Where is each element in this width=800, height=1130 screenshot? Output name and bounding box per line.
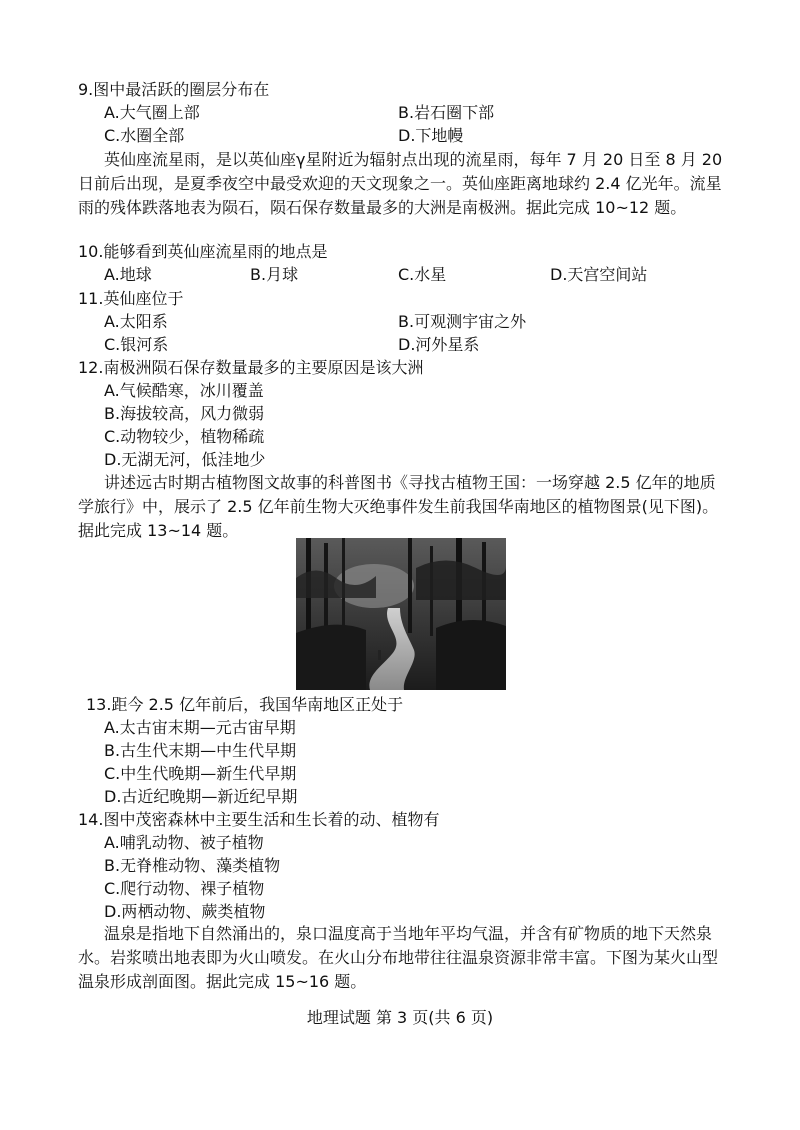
q12-option-d: D.无湖无河，低洼地少 xyxy=(104,450,266,469)
q9-option-c: C.水圈全部 xyxy=(104,126,185,145)
q14-option-a: A.哺乳动物、被子植物 xyxy=(104,833,264,852)
q14-option-d: D.两栖动物、蕨类植物 xyxy=(104,902,266,921)
q14-option-c: C.爬行动物、裸子植物 xyxy=(104,879,265,898)
q11-stem: 11.英仙座位于 xyxy=(78,289,184,308)
q12-option-c: C.动物较少，植物稀疏 xyxy=(104,427,265,446)
q14-stem: 14.图中茂密森林中主要生活和生长着的动、植物有 xyxy=(78,810,440,829)
ancient-forest-image xyxy=(296,538,506,690)
q11-option-c: C.银河系 xyxy=(104,335,169,354)
q9-stem: 9.图中最活跃的圈层分布在 xyxy=(78,80,270,99)
q13-option-a: A.太古宙末期—元古宙早期 xyxy=(104,718,296,737)
q12-option-a: A.气候酷寒，冰川覆盖 xyxy=(104,381,264,400)
q9-option-a: A.大气圈上部 xyxy=(104,103,200,122)
q13-option-c: C.中生代晚期—新生代早期 xyxy=(104,764,297,783)
q9-option-d: D.下地幔 xyxy=(398,126,464,145)
page-footer: 地理试题 第 3 页(共 6 页) xyxy=(306,1008,494,1027)
q10-option-d: D.天宫空间站 xyxy=(550,265,648,284)
q12-option-b: B.海拔较高，风力微弱 xyxy=(104,404,265,423)
forest-illustration xyxy=(296,538,506,690)
passage-perseids: 英仙座流星雨，是以英仙座γ星附近为辐射点出现的流星雨，每年 7 月 20 日至 8 月 20 日前后出现，是夏季夜空中最受欢迎的天文现象之一。英仙座距离地球约 2.4 亿光年。流星雨的残体跌落地表为陨石，陨石保存数量最多的大洲是南极洲。据此完成 10~12 题。 xyxy=(78,150,723,217)
q13-option-b: B.古生代末期—中生代早期 xyxy=(104,741,297,760)
q14-option-b: B.无脊椎动物、藻类植物 xyxy=(104,856,281,875)
q12-stem: 12.南极洲陨石保存数量最多的主要原因是该大洲 xyxy=(78,358,424,377)
q10-option-b: B.月球 xyxy=(250,265,299,284)
q11-option-d: D.河外星系 xyxy=(398,335,480,354)
q11-option-a: A.太阳系 xyxy=(104,312,168,331)
q9-option-b: B.岩石圈下部 xyxy=(398,103,495,122)
passage-hot-springs: 温泉是指地下自然涌出的，泉口温度高于当地年平均气温，并含有矿物质的地下天然泉水。岩浆喷出地表即为火山喷发。在火山分布地带往往温泉资源非常丰富。下图为某火山型温泉形成剖面图。据此完成 15~16 题。 xyxy=(78,924,719,991)
q10-option-c: C.水星 xyxy=(398,265,447,284)
q10-stem: 10.能够看到英仙座流星雨的地点是 xyxy=(78,242,328,261)
q11-option-b: B.可观测宇宙之外 xyxy=(398,312,527,331)
q13-stem: 13.距今 2.5 亿年前后，我国华南地区正处于 xyxy=(86,695,404,714)
q13-option-d: D.古近纪晚期—新近纪早期 xyxy=(104,787,298,806)
q10-option-a: A.地球 xyxy=(104,265,152,284)
passage-ancient-plants: 讲述远古时期古植物图文故事的科普图书《寻找古植物王国：一场穿越 2.5 亿年的地质学旅行》中，展示了 2.5 亿年前生物大灭绝事件发生前我国华南地区的植物图景(见下图)。据此完成 13~14 题。 xyxy=(78,473,719,540)
